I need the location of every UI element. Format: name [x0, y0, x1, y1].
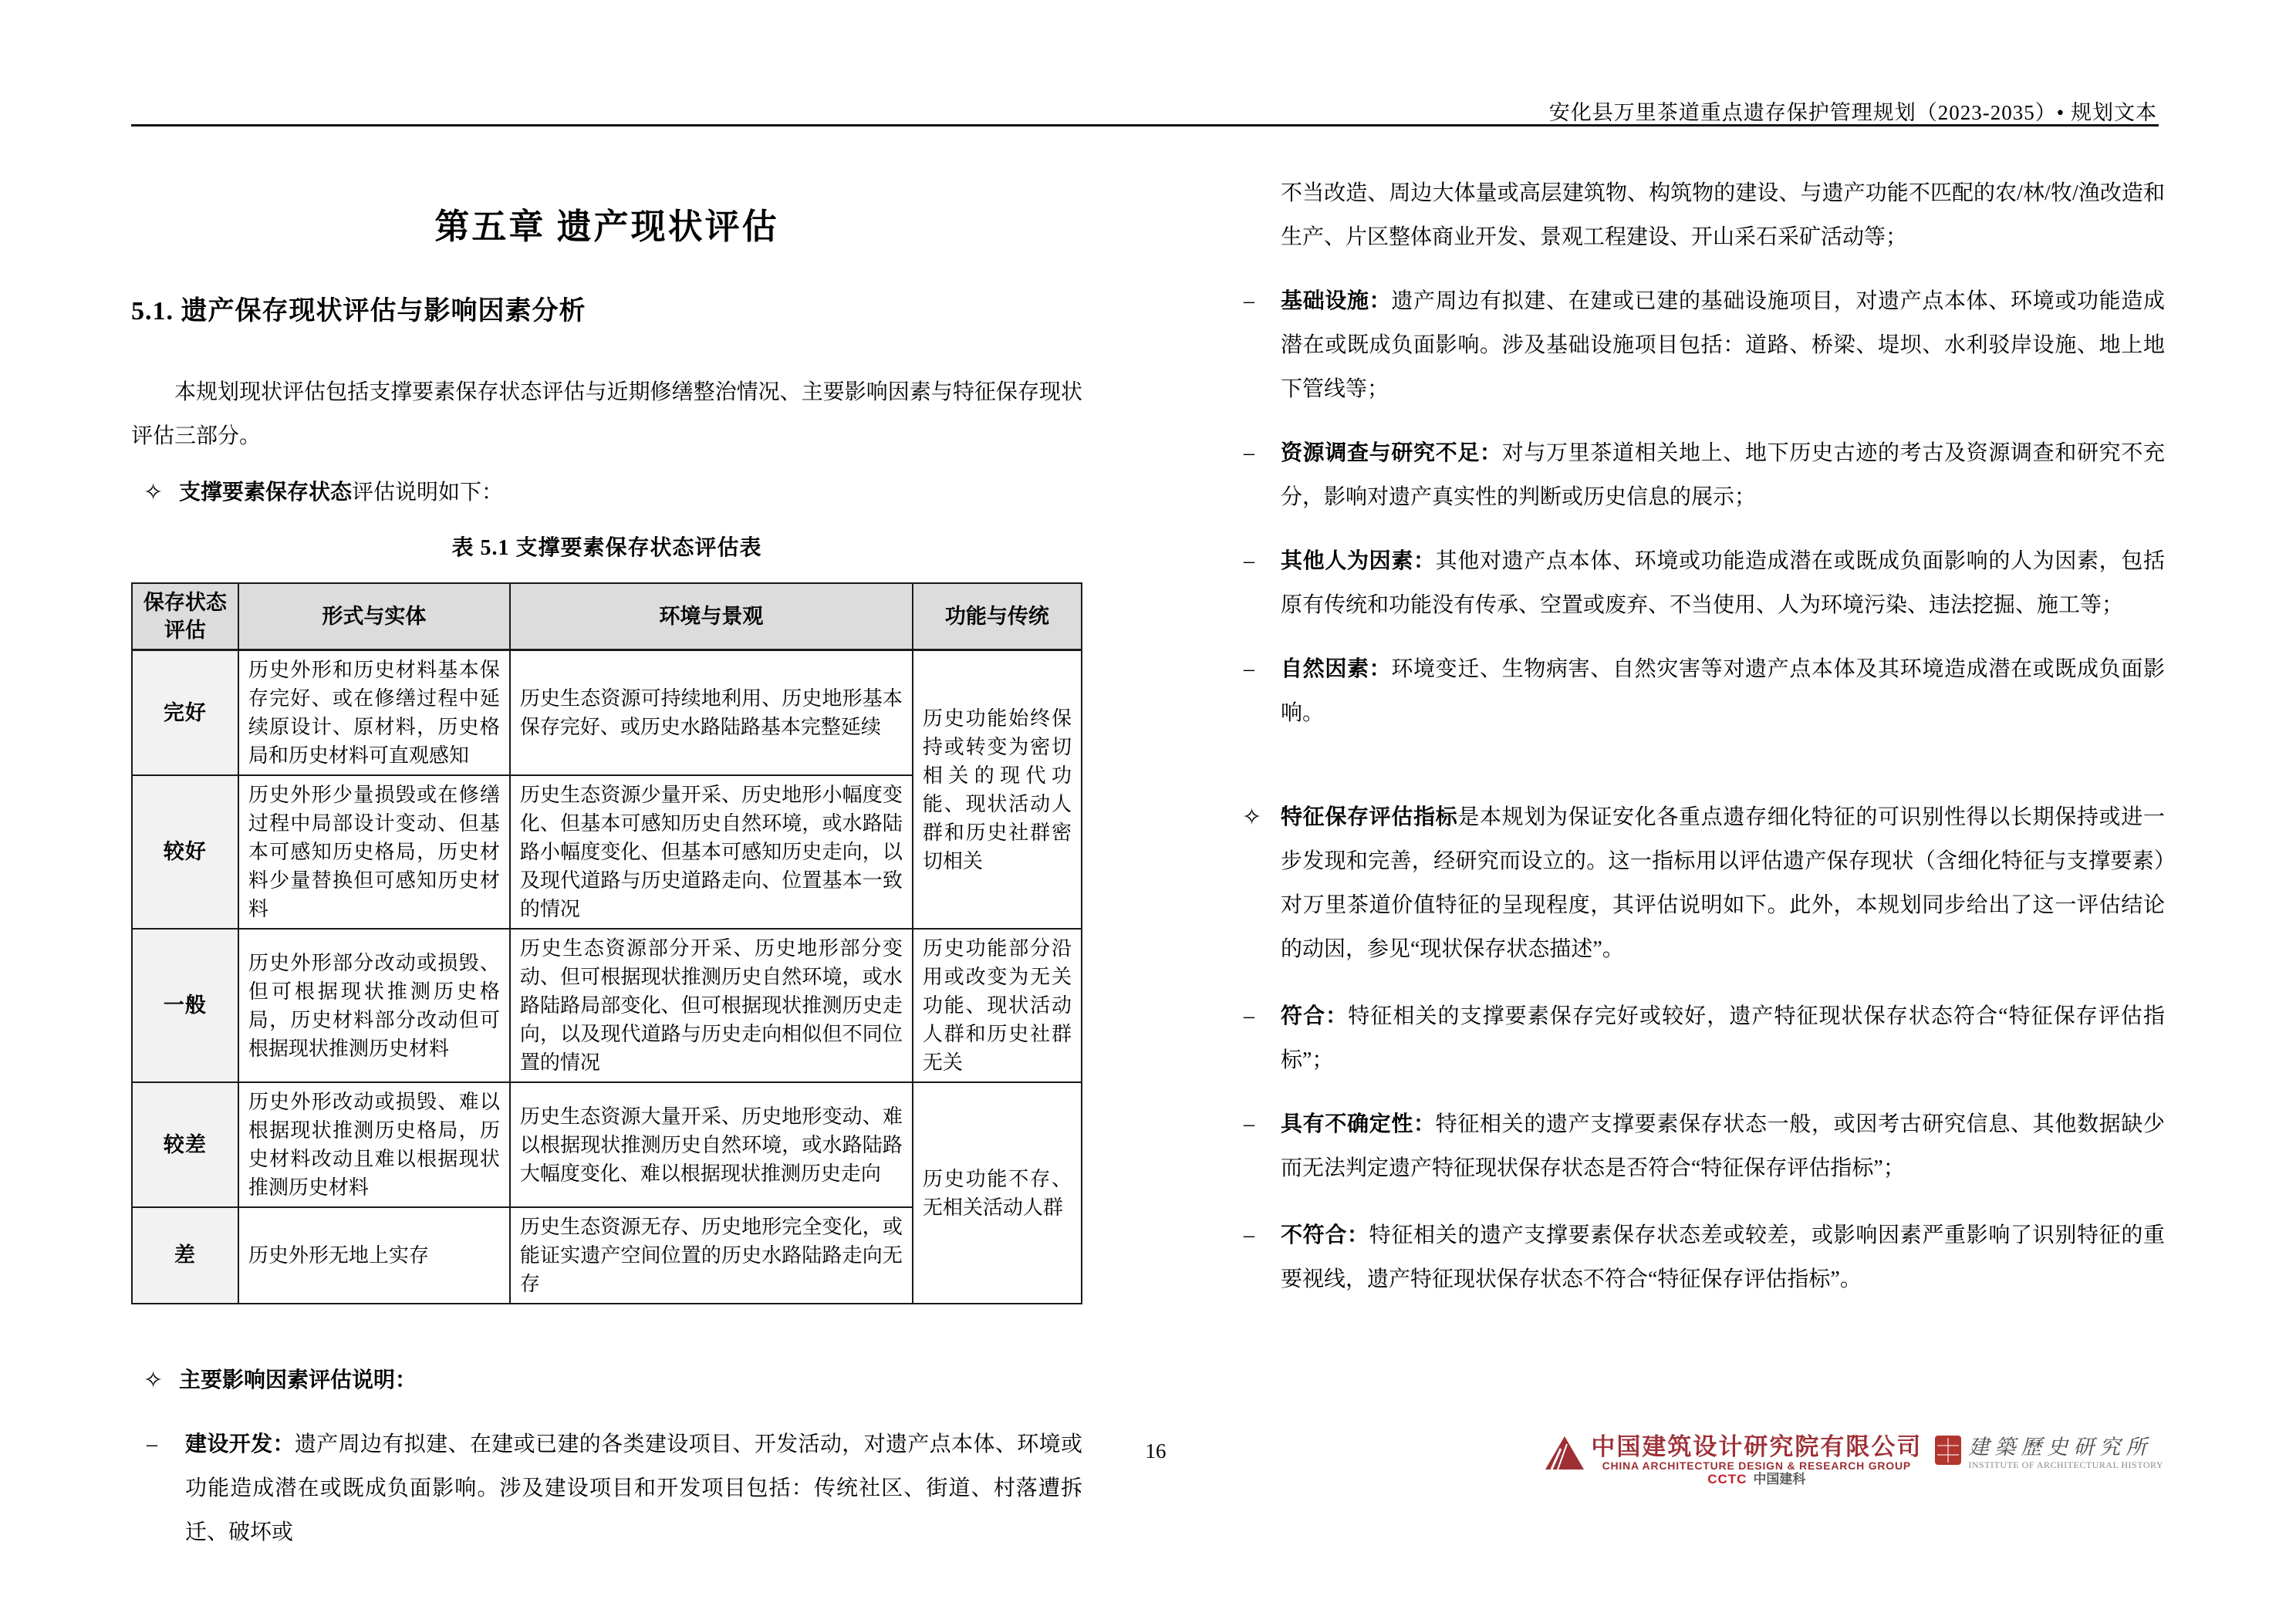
table-caption: 表 5.1 支撑要素保存状态评估表	[451, 536, 762, 560]
seal-icon	[1934, 1435, 1962, 1466]
cell-environment: 历史生态资源大量开采、历史地形变动、难以根据现状推测历史自然环境，或水路陆路大幅度变化、难以根据现状推测历史走向	[510, 1082, 913, 1207]
item-term: 建设开发：	[185, 1432, 295, 1456]
intro-paragraph: 本规划现状评估包括支撑要素保存状态评估与近期修缮整治情况、主要影响因素与特征保存现状评估三部分。	[131, 380, 1082, 448]
iah-text	[1968, 1435, 2163, 1470]
cadg-name-en: CHINA ARCHITECTURE DESIGN & RESEARCH GROUP	[1602, 1459, 1912, 1472]
cell-environment: 历史生态资源部分开采、历史地形部分变动、但可根据现状推测历史自然环境，或水路陆路局部变化、但可根据现状推测历史走向，以及现代道路与历史走向相似但不同位置的情况	[510, 929, 913, 1082]
cell-environment: 历史生态资源无存、历史地形完全变化，或能证实遗产空间位置的历史水路陆路走向无存	[510, 1207, 913, 1304]
item-term: 基础设施：	[1281, 289, 1392, 313]
list-item-infrastructure	[1242, 279, 2165, 411]
bullet-rest-text: 评估说明如下：	[352, 481, 504, 504]
right-column	[1242, 171, 2165, 1301]
bullet-main-factors	[131, 1358, 1082, 1402]
bullet-bold-text: 主要影响因素评估说明：	[179, 1368, 417, 1392]
iah-logo	[1934, 1435, 2163, 1470]
bullet-rest-text: 是本规划为保证安化各重点遗存细化特征的可识别性得以长期保持或进一步发现和完善，经研究而设立的。这一指标用以评估遗产保存现状（含细化特征与支撑要素）对万里茶道价值特征的呈现程度，其评估说明如下。此外，本规划同步给出了这一评估结论的动因，参见“现状保存状态描述”。	[1281, 805, 2165, 961]
header-rule	[131, 124, 2159, 127]
list-item-research-gap	[1242, 431, 2165, 519]
dash-marker: –	[1244, 1004, 1254, 1028]
item-term: 其他人为因素：	[1281, 549, 1436, 573]
running-header: 安化县万里茶道重点遗存保护管理规划（2023-2035）• 规划文本	[1548, 101, 2157, 124]
bullet-feature-index	[1242, 795, 2165, 971]
list-item-construction	[131, 1422, 1082, 1554]
iah-name-en: INSTITUTE OF ARCHITECTURAL HISTORY	[1968, 1459, 2163, 1470]
item-term: 自然因素：	[1281, 657, 1392, 681]
table-row	[132, 650, 1082, 776]
cadg-text	[1591, 1435, 1922, 1487]
bullet-supporting-elements	[131, 471, 1082, 515]
assessment-table	[131, 582, 1082, 1304]
table-header-row	[132, 583, 1082, 650]
bullet-bold-text: 支撑要素保存状态	[179, 481, 353, 504]
dash-marker: –	[1244, 657, 1254, 681]
diamond-bullet-icon: ✧	[1242, 805, 1262, 830]
item-term: 不符合：	[1281, 1223, 1369, 1247]
row-label: 较差	[132, 1082, 238, 1207]
cell-function: 历史功能不存、无相关活动人群	[913, 1082, 1082, 1304]
cell-environment: 历史生态资源少量开采、历史地形小幅度变化、但基本可感知历史自然环境，或水路陆路小幅度变化、但基本可感知历史走向，以及现代道路与历史道路走向、位置基本一致的情况	[510, 775, 913, 929]
cell-function: 历史功能始终保持或转变为密切相关的现代功能、现状活动人群和历史社群密切相关	[913, 650, 1082, 930]
iah-name-cn: 建築歷史研究所	[1968, 1436, 2152, 1459]
col-header-status: 保存状态评估	[132, 583, 238, 650]
dash-marker: –	[147, 1432, 157, 1456]
dash-marker: –	[1244, 1223, 1254, 1247]
list-item-uncertain	[1242, 1102, 2165, 1190]
cell-form: 历史外形少量损毁或在修缮过程中局部设计变动、但基本可感知历史格局，历史材料少量替换但可感知历史材料	[238, 775, 510, 929]
dash-marker: –	[1244, 549, 1254, 573]
item-term: 具有不确定性：	[1281, 1112, 1436, 1136]
cadg-logo	[1545, 1435, 1922, 1487]
footer-logos	[1545, 1435, 2163, 1487]
section-heading: 5.1. 遗产保存现状评估与影响因素分析	[131, 297, 586, 326]
row-label: 完好	[132, 650, 238, 776]
item-text: 遗产周边有拟建、在建或已建的各类建设项目、开发活动，对遗产点本体、环境或功能造成潜在或既成负面影响。涉及建设项目和开发项目包括：传统社区、街道、村落遭拆迁、破坏或	[185, 1432, 1082, 1544]
item-text: 特征相关的支撑要素保存完好或较好，遗产特征现状保存状态符合“特征保存评估指标”；	[1281, 1004, 2165, 1072]
item-text: 其他对遗产点本体、环境或功能造成潜在或既成负面影响的人为因素，包括原有传统和功能没有传承、空置或废弃、不当使用、人为环境污染、违法挖掘、施工等；	[1281, 549, 2165, 617]
cadg-subbrand	[1707, 1472, 1805, 1487]
item-term: 资源调查与研究不足：	[1281, 441, 1502, 465]
row-label: 一般	[132, 929, 238, 1082]
cell-form: 历史外形改动或损毁、难以根据现状推测历史格局，历史材料改动且难以根据现状推测历史材料	[238, 1082, 510, 1207]
bullet-bold-text: 特征保存评估指标	[1281, 805, 1458, 829]
construction-item-continuation: 不当改造、周边大体量或高层建筑物、构筑物的建设、与遗产功能不匹配的农/林/牧/渔改造和生产、片区整体商业开发、景观工程建设、开山采石采矿活动等；	[1281, 181, 2165, 249]
list-item-natural-factors	[1242, 647, 2165, 735]
table-row	[132, 1082, 1082, 1207]
col-header-function: 功能与传统	[913, 583, 1082, 650]
chapter-title: 第五章 遗产现状评估	[434, 208, 779, 246]
diamond-bullet-icon: ✧	[144, 480, 164, 505]
list-item-conform	[1242, 994, 2165, 1082]
cell-function: 历史功能部分沿用或改变为无关功能、现状活动人群和历史社群无关	[913, 929, 1082, 1082]
item-text: 环境变迁、生物病害、自然灾害等对遗产点本体及其环境造成潜在或既成负面影响。	[1281, 657, 2165, 725]
cell-form: 历史外形部分改动或损毁、但可根据现状推测历史格局，历史材料部分改动但可根据现状推测历史材料	[238, 929, 510, 1082]
item-term: 符合：	[1281, 1004, 1349, 1028]
cadg-triangle-icon	[1545, 1435, 1585, 1470]
dash-marker: –	[1244, 1112, 1254, 1136]
cadg-name-cn: 中国建筑设计研究院有限公司	[1591, 1433, 1923, 1460]
cell-environment: 历史生态资源可持续地利用、历史地形基本保存完好、或历史水路陆路基本完整延续	[510, 650, 913, 776]
item-text: 遗产周边有拟建、在建或已建的基础设施项目，对遗产点本体、环境或功能造成潜在或既成负面影响。涉及基础设施项目包括：道路、桥梁、堤坝、水利驳岸设施、地上地下管线等；	[1281, 289, 2165, 401]
row-label: 较好	[132, 775, 238, 929]
col-header-form: 形式与实体	[238, 583, 510, 650]
cell-form: 历史外形无地上实存	[238, 1207, 510, 1304]
table-row	[132, 929, 1082, 1082]
diamond-bullet-icon: ✧	[144, 1368, 164, 1393]
page-number: 16	[1145, 1439, 1167, 1463]
list-item-human-factors	[1242, 539, 2165, 627]
row-label: 差	[132, 1207, 238, 1304]
cctc-wordmark: CCTC	[1707, 1472, 1747, 1486]
col-header-environment: 环境与景观	[510, 583, 913, 650]
cctc-cn: 中国建科	[1753, 1472, 1806, 1486]
item-text: 特征相关的遗产支撑要素保存状态差或较差，或影响因素严重影响了识别特征的重要视线，遗产特征现状保存状态不符合“特征保存评估指标”。	[1281, 1223, 2165, 1291]
left-column	[131, 207, 1082, 1554]
list-item-nonconform	[1242, 1213, 2165, 1301]
dash-marker: –	[1244, 289, 1254, 313]
cell-form: 历史外形和历史材料基本保存完好、或在修缮过程中延续原设计、原材料，历史格局和历史材料可直观感知	[238, 650, 510, 776]
item-text: 对与万里茶道相关地上、地下历史古迹的考古及资源调查和研究不充分，影响对遗产真实性的判断或历史信息的展示；	[1281, 441, 2165, 509]
item-text: 特征相关的遗产支撑要素保存状态一般，或因考古研究信息、其他数据缺少而无法判定遗产特征现状保存状态是否符合“特征保存评估指标”；	[1281, 1112, 2165, 1180]
dash-marker: –	[1244, 441, 1254, 465]
